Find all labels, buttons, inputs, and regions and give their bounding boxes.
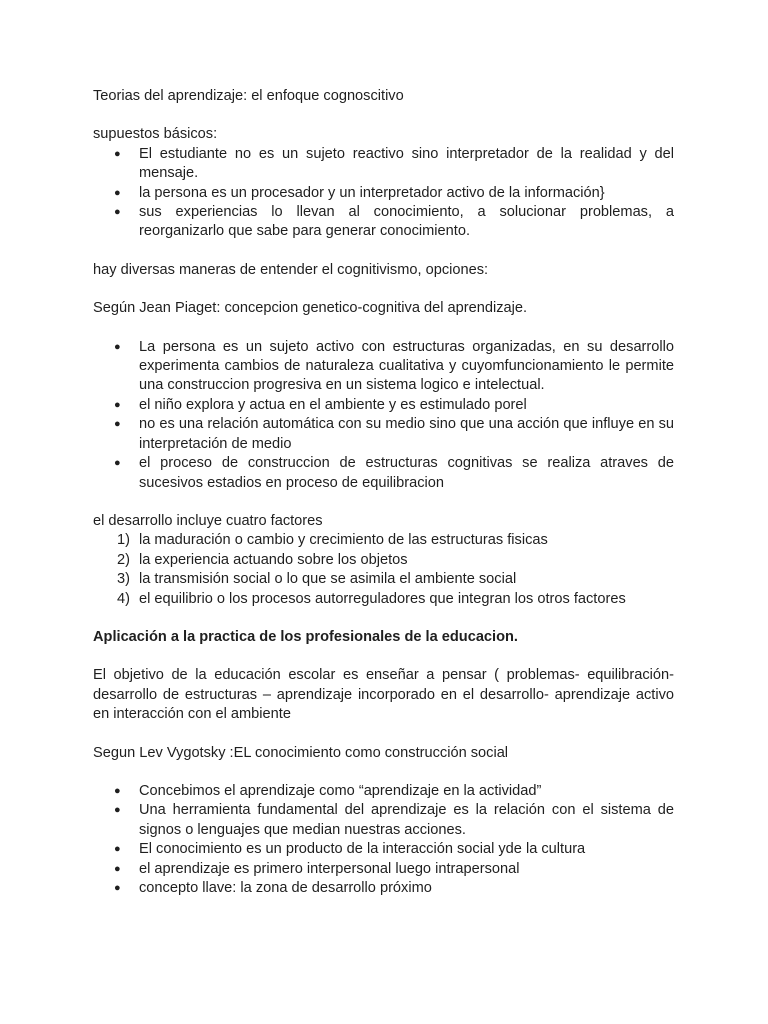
list-item — [93, 551, 674, 570]
list-item-text: el equilibrio o los procesos autorreguladores que integran los otros factores — [139, 590, 626, 607]
list-item: ● concepto llave: la zona de desarrollo próximo — [93, 879, 674, 898]
factores-list — [93, 531, 674, 609]
list-item: ● la persona es un procesador y un interpretador activo de la información} — [93, 184, 674, 203]
list-item — [93, 570, 674, 589]
list-item — [93, 590, 674, 609]
list-item: ● el proceso de construccion de estructuras cognitivas se realiza atraves de sucesivos estadios en proceso de equilibracion — [93, 454, 674, 493]
piaget-heading: Según Jean Piaget: concepcion genetico-cognitiva del aprendizaje. — [93, 300, 528, 317]
list-item: ● El estudiante no es un sujeto reactivo sino interpretador de la realidad y del mensaje. — [93, 145, 674, 184]
list-number: 4) — [117, 590, 130, 607]
aplicacion-heading: Aplicación a la practica de los profesionales de la educacion. — [93, 628, 518, 645]
vygotsky-list — [93, 782, 674, 898]
list-item: ● sus experiencias lo llevan al conocimiento, a solucionar problemas, a reorganizarlo que sabe para generar conocimiento. — [93, 203, 674, 242]
list-item: ● el niño explora y actua en el ambiente y es estimulado porel — [93, 396, 674, 415]
list-number: 1) — [117, 532, 130, 549]
list-item-text: la experiencia actuando sobre los objetos — [139, 551, 408, 568]
list-number: 3) — [117, 571, 130, 588]
list-item-text: la maduración o cambio y crecimiento de las estructuras fisicas — [139, 532, 548, 549]
supuestos-heading: supuestos básicos: — [93, 126, 218, 143]
list-item — [93, 531, 674, 550]
list-item: ● El conocimiento es un producto de la interacción social yde la cultura — [93, 840, 674, 859]
supuestos-list — [93, 145, 674, 242]
list-item: ● el aprendizaje es primero interpersonal luego intrapersonal — [93, 860, 674, 879]
vygotsky-heading: Segun Lev Vygotsky :EL conocimiento como construcción social — [93, 744, 509, 761]
list-item: ● La persona es un sujeto activo con estructuras organizadas, en su desarrollo experimenta cambios de naturaleza cualitativa y cuyomfuncionamiento le permite una construccion progresiva en un sistema logico e intelectual. — [93, 338, 674, 396]
piaget-list — [93, 338, 674, 493]
aplicacion-text: El objetivo de la educación escolar es enseñar a pensar ( problemas- equilibración- desarrollo de estructuras – aprendizaje incorporado en el desarrollo- aprendizaje activo en interacción con el ambiente — [93, 667, 674, 723]
document-title: Teorias del aprendizaje: el enfoque cognoscitivo — [93, 88, 404, 104]
list-number: 2) — [117, 551, 130, 568]
list-item: ● no es una relación automática con su medio sino que una acción que influye en su interpretación de medio — [93, 415, 674, 454]
factores-heading: el desarrollo incluye cuatro factores — [93, 512, 323, 529]
list-item: ● Concebimos el aprendizaje como “aprendizaje en la actividad” — [93, 782, 674, 801]
list-item: ● Una herramienta fundamental del aprendizaje es la relación con el sistema de signos o lenguajes que median nuestras acciones. — [93, 801, 674, 840]
intro-text: hay diversas maneras de entender el cognitivismo, opciones: — [93, 261, 489, 278]
list-item-text: la transmisión social o lo que se asimila el ambiente social — [139, 571, 517, 588]
